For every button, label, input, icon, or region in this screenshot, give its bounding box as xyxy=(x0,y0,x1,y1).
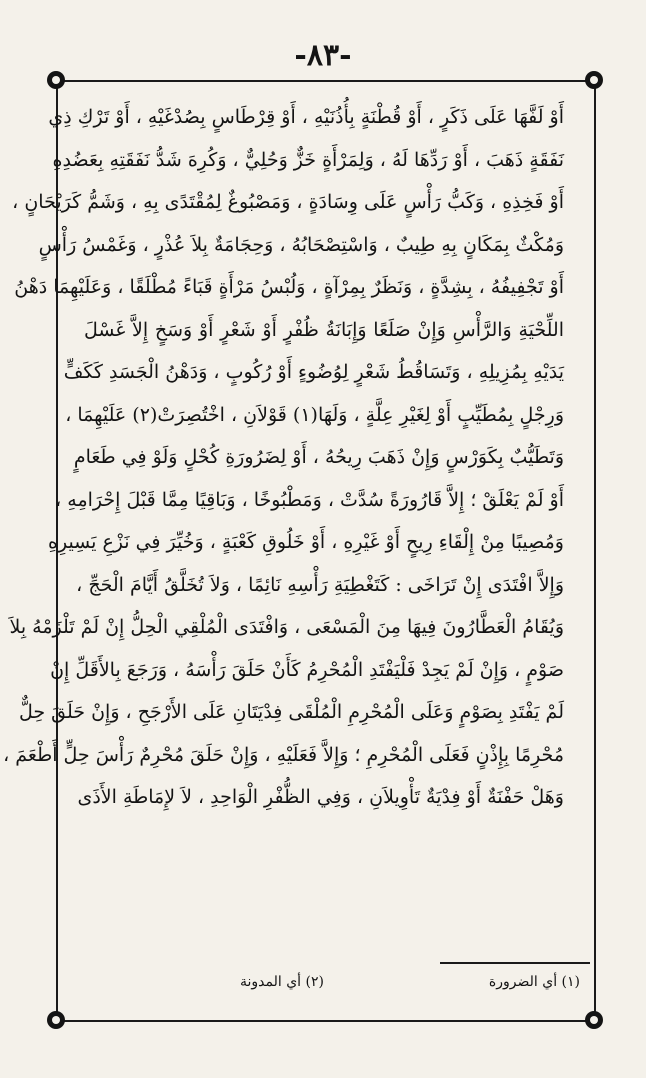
text-line: صَوْمٍ ، وَإِنْ لَمْ يَجِدْ فَلْيَفْتَدِ الْمُحْرِمُ كَأَنْ حَلَقَ رَأْسَهُ ، وَرَجَعَ بِالأَقَلِّ إِنْ xyxy=(50,658,564,681)
text-line: وَهَلْ حَفْنَةٌ أَوْ فِدْيَةٌ تَأْوِيلاَنِ ، وَفِي الظُّفْرِ الْوَاحِدِ ، لاَ لإِمَاطَةِ الأَذَى xyxy=(77,786,564,808)
corner-ornament-icon xyxy=(585,71,603,89)
text-line: أَوْ لَمْ يَعْلَقْ ؛ إِلاَّ قَارُورَةً سُدَّتْ ، وَمَطْبُوخًا ، وَبَاقِيًا مِمَّا قَبْلَ إِحْرَامِهِ ، xyxy=(55,488,564,511)
text-line: وَمُكْثٌ بِمَكَانٍ بِهِ طِيبٌ ، وَاسْتِصْحَابُهُ ، وَحِجَامَةٌ بِلاَ عُذْرٍ ، وَغَمْسُ رَأْسٍ xyxy=(38,233,564,256)
frame-bottom-rule xyxy=(56,1020,596,1022)
corner-ornament-icon xyxy=(47,1011,65,1029)
text-line: وَتَطَيُّبٌ بِكَوَرْسٍ وَإِنْ ذَهَبَ رِيحُهُ ، أَوْ لِضَرُورَةِ كُحْلٍ وَلَوْ فِي طَعَامٍ xyxy=(73,446,564,468)
text-line: أَوْ لَفَّهَا عَلَى ذَكَرٍ ، أَوْ قُطْنَةٍ بِأُذُنَيْهِ ، أَوْ قِرْطَاسٍ بِصُدْغَيْهِ ، أَوْ تَرْكِ ذِي xyxy=(48,106,564,128)
main-text xyxy=(3,96,564,819)
text-line: وَإِلاَّ افْتَدَى إِنْ تَرَاخَى : كَتَغْطِيَةِ رَأْسِهِ نَائِمًا ، وَلاَ تُخَلَّقُ أَيَّامَ الْحَجِّ ، xyxy=(76,573,564,596)
text-line: وَمُصِيبًا مِنْ إِلْقَاءِ رِيحٍ أَوْ غَيْرِهِ ، أَوْ خَلُوقِ كَعْبَةٍ ، وَخُيِّرَ فِي نَزْعِ يَسِيرِهِ xyxy=(48,531,564,553)
text-line: مُحْرِمًا بِإِذْنٍ فَعَلَى الْمُحْرِمِ ؛ وَإِلاَّ فَعَلَيْهِ ، وَإِنْ حَلَقَ مُحْرِمٌ رَأْسَ حِلٍّ أَطْعَمَ ، xyxy=(3,743,564,766)
text-line: أَوْ فَخِذِهِ ، وَكَبُّ رَأْسٍ عَلَى وِسَادَةٍ ، وَمَصْبُوغٌ لِمُقْتَدًى بِهِ ، وَشَمُّ كَرَيْحَانٍ ، xyxy=(12,191,564,213)
frame-right-rule xyxy=(594,80,596,1020)
text-line: يَدَيْهِ بِمُزِيلِهِ ، وَتَسَاقُطُ شَعْرٍ لِوُضُوءٍ أَوْ رُكُوبٍ ، وَدَهْنُ الْجَسَدِ كَكَفٍّ xyxy=(63,361,564,383)
footnotes xyxy=(240,974,580,990)
text-line: وَرِجْلٍ بِمُطَيِّبٍ أَوْ لِغَيْرِ عِلَّةٍ ، وَلَهَا(١) قَوْلاَنِ ، اخْتُصِرَتْ(٢) عَلَيْهِمَا ، xyxy=(65,403,564,426)
corner-ornament-icon xyxy=(47,71,65,89)
text-line: اللِّحْيَةِ وَالرَّأْسِ وَإِنْ صَلَعًا وَإِبَانَةُ ظُفْرٍ أَوْ شَعْرٍ أَوْ وَسَخٍ إِلاَّ غَسْلَ xyxy=(84,318,564,341)
text-line: لَمْ يَفْتَدِ بِصَوْمٍ وَعَلَى الْمُحْرِمِ الْمُلْقَى فِدْيَتَانِ عَلَى الأَرْجَحِ ، وَإِنْ حَلَقَ حِلٌّ xyxy=(19,701,564,723)
frame-top-rule xyxy=(56,80,596,82)
footnote-rule xyxy=(440,962,590,964)
corner-ornament-icon xyxy=(585,1011,603,1029)
text-line: وَيُقَامُ الْعَطَّارُونَ فِيهَا مِنَ الْمَسْعَى ، وَافْتَدَى الْمُلْقِي الْحِلُّ إِنْ لَمْ تَلْزَمْهُ بِلاَ xyxy=(9,616,564,638)
page-number: -٨٣- xyxy=(294,38,352,73)
footnote-1: (١) أي الضرورة xyxy=(488,974,580,990)
text-line: نَفَقَةٍ ذَهَبَ ، أَوْ رَدِّهَا لَهُ ، وَلِمَرْأَةٍ خَزٌّ وَحُلِيٌّ ، وَكُرِهَ شَدُّ نَفَقَتِهِ بِعَضُدِهِ xyxy=(52,148,564,171)
footnote-2: (٢) أي المدونة xyxy=(240,974,324,990)
text-line: أَوْ تَجْفِيفُهُ ، بِشِدَّةٍ ، وَنَظَرٌ بِمِرْآةٍ ، وَلُبْسُ مَرْأَةٍ قَبَاءً مُطْلَقًا ، وَعَلَيْهِمَا دَهْنُ xyxy=(14,276,564,298)
